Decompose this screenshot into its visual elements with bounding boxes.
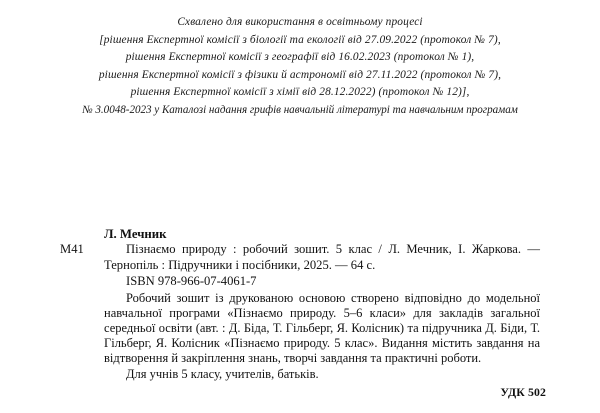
author-heading: Л. Мечник (104, 227, 167, 241)
approval-line-2: [рішення Експертної комісії з біології та екології від 27.09.2022 (протокол № 7), (99, 33, 501, 46)
approval-line-1: Схвалено для використання в освітньому процесі (177, 16, 423, 28)
approval-line-3: рішення Експертної комісії з географії від 16.02.2023 (протокол № 1), (125, 51, 475, 64)
approval-statement-block (16, 14, 584, 120)
approval-line-6: № 3.0048-2023 у Каталозі надання грифів навчальній літературі та навчальним програмам (82, 103, 518, 116)
isbn-line: ISBN 978-966-07-4061-7 (126, 274, 257, 289)
approval-line-4: рішення Експертної комісії з фізики й астрономії від 27.11.2022 (протокол № 7), (98, 68, 502, 81)
annotation-text: Робочий зошит із друкованою основою створено відповідно до модельної навчальної програми «Пізнаємо природу. 5–6 класи» для закладів загальної середньої освіти (авт. : Д. Біда, Т. Гільберг, Я. Колісник) та підручника Д. Біди, Т. Гільберг, Я. Колісник «Пізнаємо природу. 5 клас». Видання містить завдання на відтворення й закріплення знань, творчі завдання та практичні роботи. (104, 290, 540, 366)
cataloguing-record (60, 227, 540, 382)
approval-line-5: рішення Експертної комісії з хімії від 28.12.2022) (протокол № 12)], (130, 86, 470, 99)
audience-text: Для учнів 5 класу, учителів, батьків. (126, 366, 319, 381)
udc-code: УДК 502 (500, 385, 546, 399)
title-statement: Пізнаємо природу : робочий зошит. 5 клас / Л. Мечник, І. Жаркова. — Тернопіль : Підручники і посібники, 2025. — 64 с. (104, 242, 540, 272)
cataloguing-record-body (104, 227, 540, 382)
shelfmark-code: М41 (60, 242, 84, 257)
cataloguing-record-row (60, 227, 540, 382)
